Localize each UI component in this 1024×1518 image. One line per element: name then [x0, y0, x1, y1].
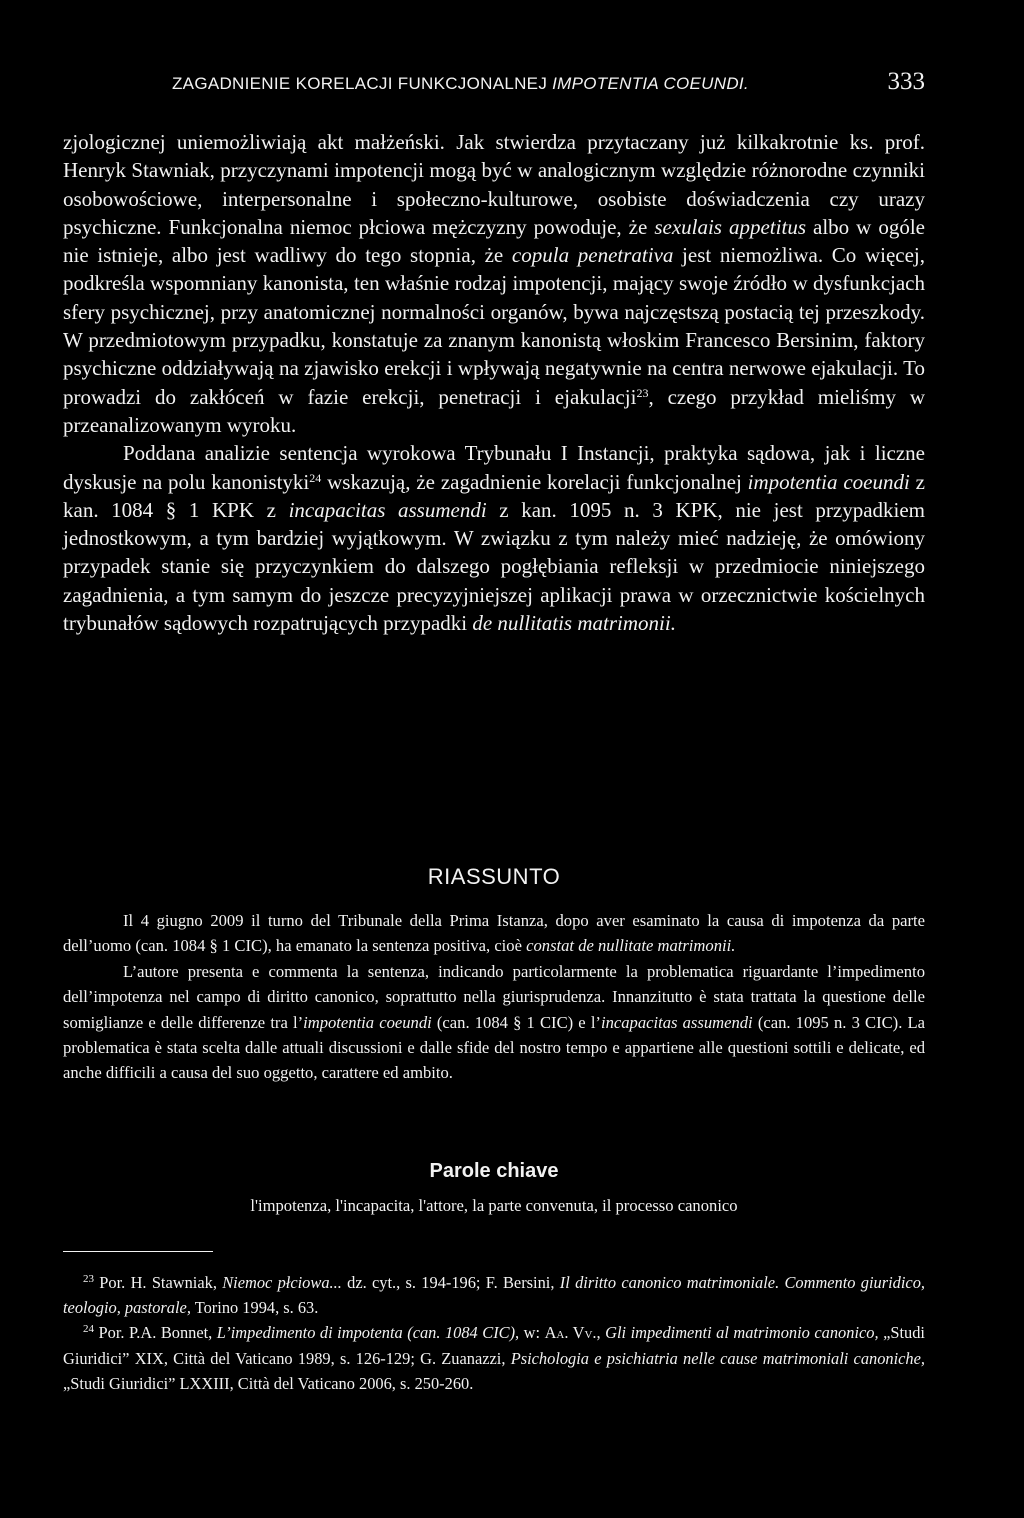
text-run: Poddana analizie sentencja wyrokowa Trybunału I Instancji, praktyka sądowa, jak i liczne dyskusje na polu kanonistyki: [63, 441, 925, 494]
text-run: jest niemożliwa. Co więcej, podkreśla wspomniany kanonista, ten właśnie rodzaj impotencji, mający swoje źródło w dysfunkcjach sfery psychicznej, przy anatomicznej normalności organów, bywa najczęstszą postacią tej przeszkody. W przedmiotowym przypadku, konstatuje za znanym kanonistą włoskim Francesco Bersinim, faktory psychiczne oddziaływają na zjawisko erekcji i wpływają negatywnie na centra nerwowe ejakulacji. To prowadzi do zakłóceń w fazie erekcji, penetracji i ejakulacji: [63, 243, 925, 409]
latin-term: constat de nullitate matrimonii.: [526, 936, 736, 956]
title-run: Il diritto canonico matrimoniale. Commento giuridico, teologio, pastorale,: [63, 1273, 925, 1318]
title-run: L’impedimento di impotenta (can. 1084 CIC),: [216, 1323, 520, 1343]
main-text: [63, 128, 925, 637]
running-title-italic: IMPOTENTIA COEUNDI.: [552, 74, 749, 93]
riassunto-paragraph-2: [63, 959, 925, 1086]
riassunto-paragraph-1: [63, 908, 925, 959]
page-number: 333: [887, 68, 925, 95]
text-run: albo w ogóle nie istnieje, albo jest wadliwy do tego stopnia, że: [63, 214, 925, 268]
text-run: (can. 1084 § 1 CIC) e l’: [431, 1012, 601, 1032]
text-run: Por. P.A. Bonnet,: [94, 1323, 217, 1343]
text-run: z kan. 1095 n. 3 KPK, nie jest przypadkiem jednostkowym, a tym bardziej wyjątkowym. W związku z tym należy mieć nadzieję, że omówiony przypadek stanie się przyczynkiem do dalszego pogłębiania refleksji w przedmiocie niniejszego zagadnienia, a tym samym do jeszcze precyzyjniejszej aplikacji prawa w orzecznictwie kościelnych trybunałów sądowych rozpatrujących przypadki: [63, 497, 926, 636]
text-run: z kan. 1084 § 1 KPK z: [63, 469, 925, 522]
latin-term: impotentia coeundi: [303, 1012, 432, 1032]
latin-term: copula penetrativa: [511, 243, 674, 268]
latin-term: sexulais appetitus: [654, 214, 806, 239]
latin-term: incapacitas assumendi: [288, 497, 487, 522]
title-run: Gli impedimenti al matrimonio canonico,: [605, 1323, 879, 1343]
running-title: [172, 74, 749, 94]
text-run: Por. H. Stawniak,: [94, 1273, 223, 1292]
text-run: , czego przykład mieliśmy w przeanalizowanym wyroku.: [63, 384, 926, 437]
text-run: zjologicznej uniemożliwiają akt małżeński. Jak stwierdza przytaczany już kilkakrotnie ks. prof. Henryk Stawniak, przyczynami impotencji mogą być w analogicznym względzie różnorodne czynniki osobowościowe, interpersonalne i społeczno-kulturowe, osobiste doświadczenia czy urazy psychiczne. Funkcjonalna niemoc płciowa mężczyzny powoduje, że: [63, 130, 925, 239]
running-header: [63, 62, 925, 98]
latin-term: incapacitas assumendi: [600, 1012, 753, 1032]
text-run: w:: [519, 1323, 545, 1343]
riassunto-heading: RIASSUNTO: [427, 864, 561, 889]
text-run: wskazują, że zagadnienie korelacji funkcjonalnej: [321, 469, 748, 494]
keywords-heading: Parole chiave: [429, 1160, 559, 1182]
text-run: ,: [596, 1323, 606, 1343]
title-run: Psichologia e psichiatria nelle cause matrimoniali canoniche,: [510, 1348, 926, 1368]
footnote-24: [63, 1320, 925, 1396]
text-run: L’autore presenta e commenta la sentenza, indicando particolarmente la problematica riguardante l’impedimento dell’impotenza nel campo di diritto canonico, soprattutto nella giurisprudenza. Innanzitutto è stata trattata la questione delle somiglianze e delle differenze tra l’: [63, 961, 925, 1032]
footnote-23: [63, 1270, 925, 1320]
text-run: (can. 1095 n. 3 CIC). La problematica è stata scelta dalle attuali discussioni e dalle sfide del nostro tempo e appartiene alle questioni sottili e delicate, ed anche difficili a causa del suo oggetto, carattere ed ambito.: [63, 1012, 926, 1083]
footnote-ref-24[interactable]: 24: [309, 470, 322, 485]
text-run: dz. cyt., s. 194-196; F. Bersini,: [341, 1273, 560, 1292]
latin-term: impotentia coeundi: [747, 469, 910, 494]
footnote-divider: [63, 1251, 213, 1252]
body-paragraph-1: [63, 128, 925, 439]
keywords-text: l'impotenza, l'incapacita, l'attore, la parte convenuta, il processo canonico: [250, 1196, 738, 1215]
riassunto-section: [63, 908, 925, 1086]
footnote-number: 23: [83, 1273, 94, 1285]
text-run: „Studi Giuridici” XIX, Città del Vaticano 1989, s. 126-129; G. Zuanazzi,: [63, 1323, 925, 1368]
title-run: Niemoc płciowa...: [222, 1273, 342, 1292]
body-paragraph-2: [63, 439, 925, 637]
latin-term: de nullitatis matrimonii.: [472, 611, 676, 636]
text-run: „Studi Giuridici” LXXIII, Città del Vaticano 2006, s. 250-260.: [63, 1373, 474, 1393]
running-title-text: ZAGADNIENIE KORELACJI FUNKCJONALNEJ: [172, 74, 553, 93]
author-run: Aa. Vv.: [544, 1323, 597, 1343]
text-run: Torino 1994, s. 63.: [190, 1298, 319, 1318]
footnote-number: 24: [83, 1323, 94, 1336]
footnotes: [63, 1270, 925, 1396]
footnote-ref-23[interactable]: 23: [636, 385, 649, 400]
text-run: Il 4 giugno 2009 il turno del Tribunale della Prima Istanza, dopo aver esaminato la causa di impotenza da parte dell’uomo (can. 1084 § 1 CIC), ha emanato la sentenza positiva, cioè: [63, 911, 925, 956]
